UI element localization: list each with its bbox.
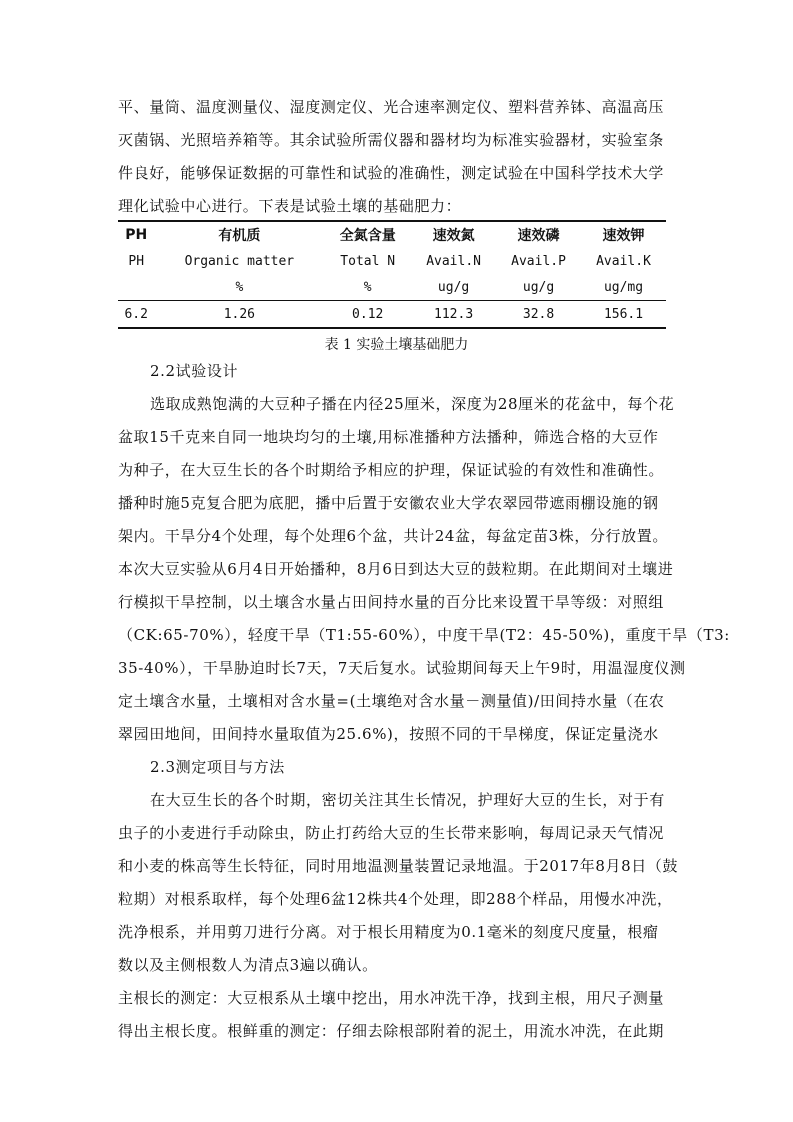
table-header-row-en bbox=[118, 248, 666, 274]
paragraph-line: 主根长的测定：大豆根系从土壤中挖出，用水冲洗干净，找到主根，用尺子测量 bbox=[118, 989, 665, 1007]
section-heading-2-3: 2.3测定项目与方法 bbox=[150, 758, 285, 776]
paragraph-line: 35-40%），干旱胁迫时长7天，7天后复水。试验期间每天上午9时，用温湿度仪测 bbox=[118, 659, 686, 677]
unit-total-n: % bbox=[363, 279, 372, 295]
paragraph-line: 播种时施5克复合肥为底肥，播中后置于安徽农业大学农翠园带遮雨棚设施的钢 bbox=[118, 494, 659, 512]
table-header-row-cn bbox=[118, 221, 666, 248]
header-en-avail-k: Avail.K bbox=[596, 253, 651, 269]
paragraph-line: 盆取15千克来自同一地块均匀的土壤,用标准播种方法播种，筛选合格的大豆作 bbox=[118, 428, 659, 446]
paragraph-line: 虫子的小麦进行手动除虫，防止打药给大豆的生长带来影响，每周记录天气情况 bbox=[118, 824, 665, 842]
table-caption: 表 1 实验土壤基础肥力 bbox=[324, 337, 469, 353]
paragraph-line: 翠园田地间，田间持水量取值为25.6%)，按照不同的干旱梯度，保证定量浇水 bbox=[118, 725, 659, 743]
header-avail-p: 速效磷 bbox=[517, 228, 560, 244]
paragraph-line: 灭菌锅、光照培养箱等。其余试验所需仪器和器材均为标准实验器材，实验室条 bbox=[118, 131, 665, 149]
header-organic-matter: 有机质 bbox=[218, 228, 261, 244]
paragraph-line: 本次大豆实验从6月4日开始播种，8月6日到达大豆的鼓粒期。在此期间对土壤进 bbox=[118, 560, 674, 578]
table-units-row bbox=[118, 274, 666, 301]
value-avail-p: 32.8 bbox=[522, 306, 555, 322]
paragraph-line: （CK:65-70%），轻度干旱（T1:55-60%），中度干旱(T2：45-50%)，重度干旱（T3: bbox=[118, 626, 730, 644]
paragraph-line: 得出主根长度。根鲜重的测定：仔细去除根部附着的泥土，用流水冲洗，在此期 bbox=[118, 1022, 665, 1040]
unit-ph bbox=[118, 274, 154, 301]
paragraph-line: 选取成熟饱满的大豆种子播在内径25厘米，深度为28厘米的花盆中，每个花 bbox=[150, 395, 675, 413]
table-row bbox=[118, 301, 666, 329]
unit-avail-n: ug/g bbox=[437, 279, 470, 295]
unit-organic-matter: % bbox=[235, 279, 244, 295]
header-en-organic-matter: Organic matter bbox=[184, 253, 295, 269]
unit-avail-k: ug/mg bbox=[603, 279, 644, 295]
paragraph-line: 定土壤含水量，土壤相对含水量=(土壤绝对含水量－测量值)/田间持水量（在农 bbox=[118, 692, 665, 710]
paragraph-line: 和小麦的株高等生长特征，同时用地温测量装置记录地温。于2017年8月8日（鼓 bbox=[118, 857, 679, 875]
value-ph: 6.2 bbox=[124, 306, 148, 322]
header-en-total-n: Total N bbox=[340, 253, 396, 269]
value-avail-k: 156.1 bbox=[603, 306, 644, 322]
unit-avail-p: ug/g bbox=[522, 279, 555, 295]
paragraph-line: 为种子，在大豆生长的各个时期给予相应的护理，保证试验的有效性和准确性。 bbox=[118, 461, 665, 479]
section-heading-2-2: 2.2试验设计 bbox=[150, 362, 239, 380]
paragraph-line: 洗净根系，并用剪刀进行分离。对于根长用精度为0.1毫米的刻度尺度量，根瘤 bbox=[118, 923, 659, 941]
header-en-avail-p: Avail.P bbox=[511, 253, 566, 269]
paragraph-line: 件良好，能够保证数据的可靠性和试验的准确性，测定试验在中国科学技术大学 bbox=[118, 164, 665, 182]
value-total-n: 0.12 bbox=[352, 306, 384, 322]
paragraph-line: 理化试验中心进行。下表是试验土壤的基础肥力： bbox=[118, 197, 462, 215]
paragraph-line: 架内。干旱分4个处理，每个处理6个盆，共计24盆，每盆定苗3株，分行放置。 bbox=[118, 527, 668, 545]
header-avail-k: 速效钾 bbox=[602, 228, 645, 244]
soil-fertility-table bbox=[118, 220, 666, 329]
header-en-ph: PH bbox=[128, 253, 145, 269]
value-organic-matter: 1.26 bbox=[223, 306, 255, 322]
header-en-avail-n: Avail.N bbox=[426, 253, 481, 269]
header-avail-n: 速效氮 bbox=[432, 228, 475, 244]
header-total-n: 全氮含量 bbox=[339, 228, 396, 244]
paragraph-line: 在大豆生长的各个时期，密切关注其生长情况，护理好大豆的生长，对于有 bbox=[150, 791, 665, 809]
paragraph-line: 行模拟干旱控制，以土壤含水量占田间持水量的百分比来设置干旱等级：对照组 bbox=[118, 593, 665, 611]
paragraph-line: 粒期）对根系取样，每个处理6盆12株共4个处理，即288个样品，用慢水冲洗， bbox=[118, 890, 673, 908]
value-avail-n: 112.3 bbox=[434, 306, 474, 322]
paragraph-line: 数以及主侧根数人为清点3遍以确认。 bbox=[118, 956, 378, 974]
header-ph: PH bbox=[125, 227, 148, 243]
paragraph-line: 平、量筒、温度测量仪、湿度测定仪、光合速率测定仪、塑料营养钵、高温高压 bbox=[118, 98, 665, 116]
